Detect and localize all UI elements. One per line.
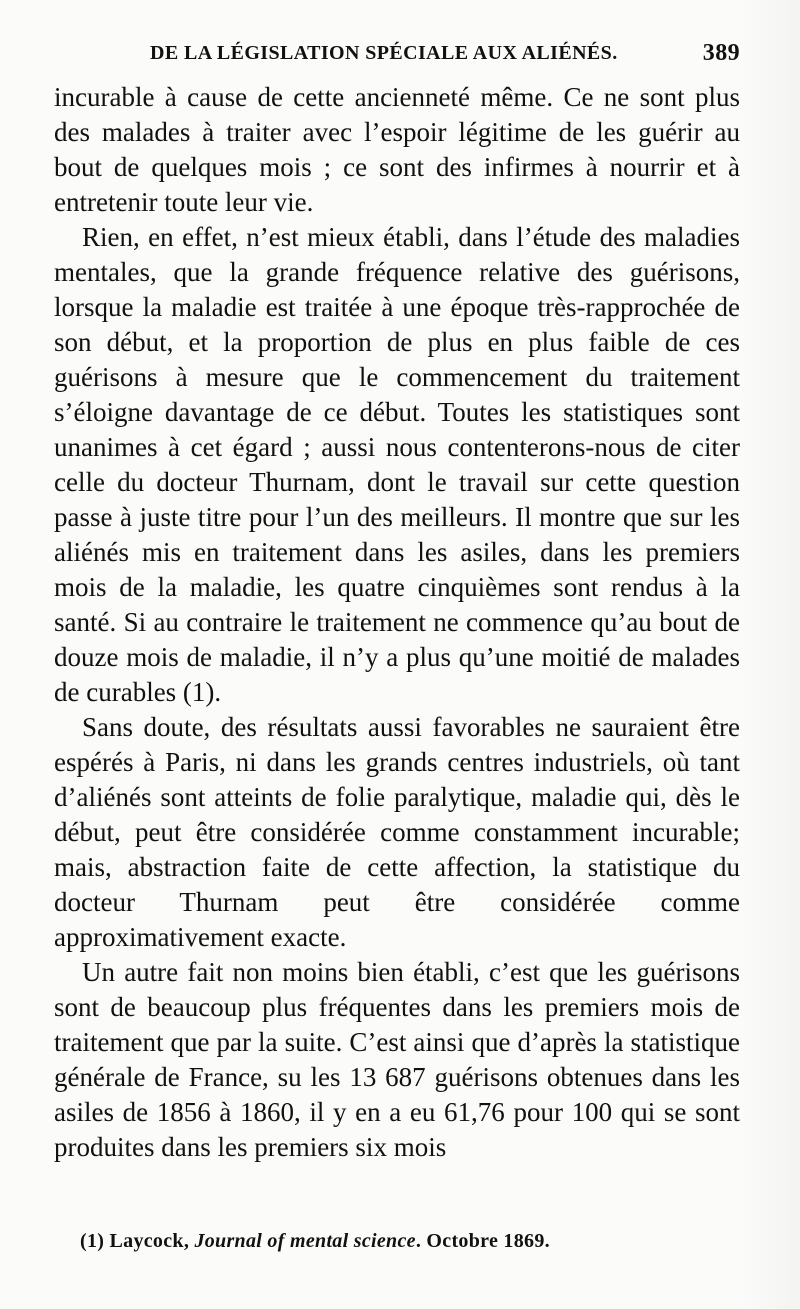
running-title: DE LA LÉGISLATION SPÉCIALE AUX ALIÉNÉS. [150,42,618,64]
page-header [150,42,740,72]
footnote-marker: (1) Laycock, [80,1230,195,1252]
footnote-rest: . Octobre 1869. [415,1230,550,1252]
page-number: 389 [702,40,740,66]
body-text [54,80,740,1165]
paragraph: incurable à cause de cette ancienneté même. Ce ne sont plus des malades à traiter avec l’espoir légitime de les guérir au bout de quelques mois ; ce sont des infirmes à nourrir et à entretenir toute leur vie. [54,82,740,217]
footnote-journal: Journal of mental science [194,1230,416,1252]
paragraph: Sans doute, des résultats aussi favorables ne sauraient être espérés à Paris, ni dans les grands centres industriels, où tant d’aliénés sont atteints de folie paralytique, maladie qui, dès le début, peut être considérée comme constamment incurable; mais, abstraction faite de cette affection, la statistique du docteur Thurnam peut être considérée comme approximativement exacte. [54,712,740,952]
paragraph: Rien, en effet, n’est mieux établi, dans l’étude des maladies mentales, que la grande fréquence relative des guérisons, lorsque la maladie est traitée à une époque très-rapprochée de son début, et la proportion de plus en plus faible de ces guérisons à mesure que le commencement du traitement s’éloigne davantage de ce début. Toutes les statistiques sont unanimes à cet égard ; aussi nous contenterons-nous de citer celle du docteur Thurnam, dont le travail sur cette question passe à juste titre pour l’un des meilleurs. Il montre que sur les aliénés mis en traitement dans les asiles, dans les premiers mois de la maladie, les quatre cinquièmes sont rendus à la santé. Si au contraire le traitement ne commence qu’au bout de douze mois de maladie, il n’y a plus qu’une moitié de malades de curables (1). [54,222,740,707]
footnote [80,1230,740,1253]
page-edge-shadow [740,0,800,1309]
paragraph: Un autre fait non moins bien établi, c’est que les guérisons sont de beaucoup plus fréquentes dans les premiers mois de traitement que par la suite. C’est ainsi que d’après la statistique générale de France, su les 13 687 guérisons obtenues dans les asiles de 1856 à 1860, il y en a eu 61,76 pour 100 qui se sont produites dans les premiers six mois [54,957,740,1162]
